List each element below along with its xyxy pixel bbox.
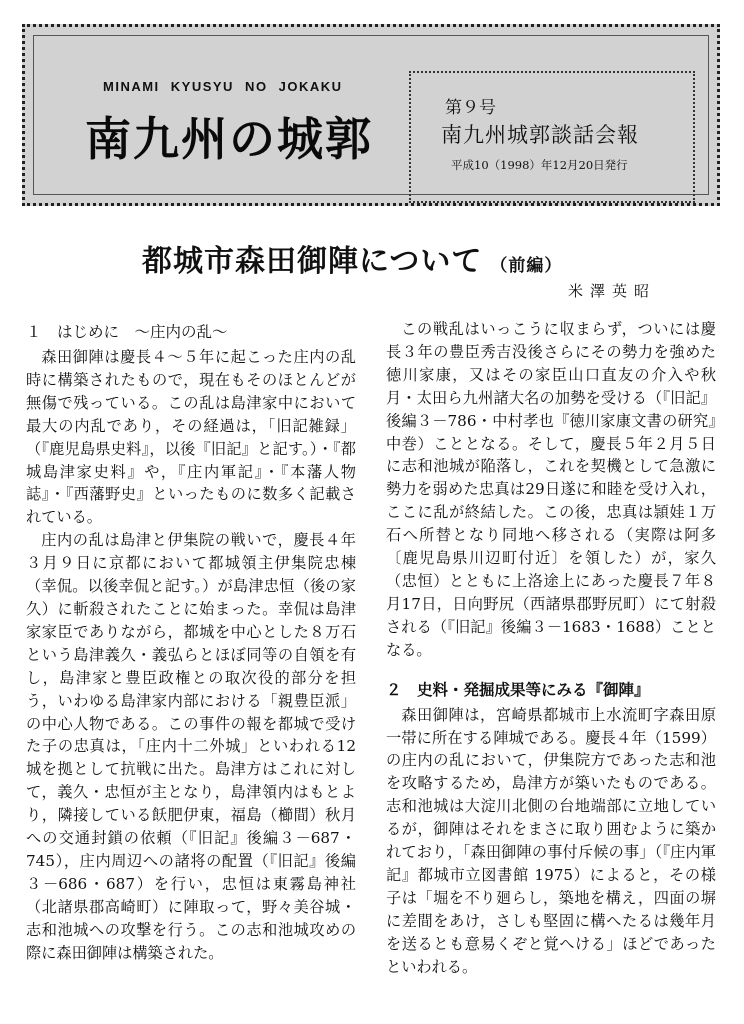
masthead <box>22 24 720 206</box>
newsletter-title: 南九州の城郭 <box>85 112 373 166</box>
publication-date: 平成10（1998）年12月20日発行 <box>451 158 628 172</box>
section-1-heading: １ はじめに ～庄内の乱～ <box>26 323 228 341</box>
masthead-romaji: MINAMI KYUSYU NO JOKAKU <box>103 79 343 94</box>
author-name: 米澤英昭 <box>568 282 657 300</box>
paragraph: この戦乱はいっこうに収まらず，ついには慶長３年の豊臣秀吉没後さらにその勢力を強めた徳川家康，又はその家臣山口直友の介入や秋月・太田ら九州諸大名の加勢を受ける（『旧記』後編３－786・中村孝也『徳川家康文書の研究』中巻）こととなる。そして，慶長５年２月５日に志和池城が陥落し，これを契機として急激に勢力を弱めた忠真は29日遂に和睦を受け入れ，ここに乱が終結した。この後，忠真は頴娃１万石へ所替となり同地へ移される（実際は阿多〔鹿児島県川辺町付近〕を領した）が，家久（忠恒）とともに上洛途上にあった慶長７年８月17日，日向野尻（西諸県郡野尻町）にて射殺される（『旧記』後編３－1683・1688）こととなる。 <box>386 320 717 659</box>
paragraph: 森田御陣は，宮崎県都城市上水流町字森田原一帯に所在する陣城である。慶長４年（1599）の庄内の乱において，伊集院方であった志和池を攻略するため，島津方が築いたものである。志和池城は大淀川北側の台地端部に立地しているが，御陣はそれをまさに取り囲むように築かれており，「森田御陣の事付斥候の事」（『庄内軍記』都城市立図書館 1975）によると，その様子は「堀を不り廻らし，築地を構え，四面の塀に差間をあけ，さしも堅固に構へたるは幾年月を送るとも意易くぞと覚へける」ほどであったといわれる。 <box>386 705 716 976</box>
left-column <box>26 318 356 964</box>
article-title-text: 都城市森田御陣について <box>142 244 483 279</box>
article-title <box>142 236 562 280</box>
paragraph: 森田御陣は慶長４～５年に起こった庄内の乱時に構築されたもので，現在もそのほとんどが無傷で残っている。この乱は島津家中において最大の内乱であり，その経過は，「旧記雑録」（『鹿児島県史料』，以後『旧記』と記す。）・『都城島津家史料』や，『庄内軍記』・『本藩人物誌』・『西藩野史』といったものに数多く記載されている。 <box>26 348 356 527</box>
issue-info-box <box>409 71 695 203</box>
section-gap <box>386 662 716 676</box>
issue-number: 第９号 <box>445 98 496 118</box>
article-subtitle: （前編） <box>490 256 563 276</box>
section-2-heading: ２ 史料・発掘成果等にみる『御陣』 <box>386 679 650 699</box>
right-column <box>386 318 716 978</box>
society-name: 南九州城郭談話会報 <box>441 123 639 147</box>
paragraph: 庄内の乱は島津と伊集院の戦いで，慶長４年３月９日に京都において都城領主伊集院忠棟（幸侃。以後幸侃と記す。）が島津忠恒（後の家久）に斬殺されたことに始まった。幸侃は島津家家臣でありながら，都城を中心とした８万石という島津義久・義弘らとほぼ同等の自領を有し，島津家と豊臣政権との取次役的部分を担う，いわゆる島津家内部における「親豊臣派」の中心人物である。この事件の報を都城で受けた子の忠真は，「庄内十二外城」といわれる12城を拠として抗戦に出た。島津方はこれに対して，義久・忠恒が主となり，島津領内はもとより，隣接している飫肥伊東，福島（櫛間）秋月への交通封鎖の依頼（『旧記』後編３－687・745），庄内周辺への諸将の配置（『旧記』後編３－686・687）を行い，忠恒は東霧島神社（北諸県郡高崎町）に陣取って，野々美谷城・志和池城への攻撃を行う。この志和池城攻めの際に森田御陣は構築された。 <box>26 531 356 962</box>
